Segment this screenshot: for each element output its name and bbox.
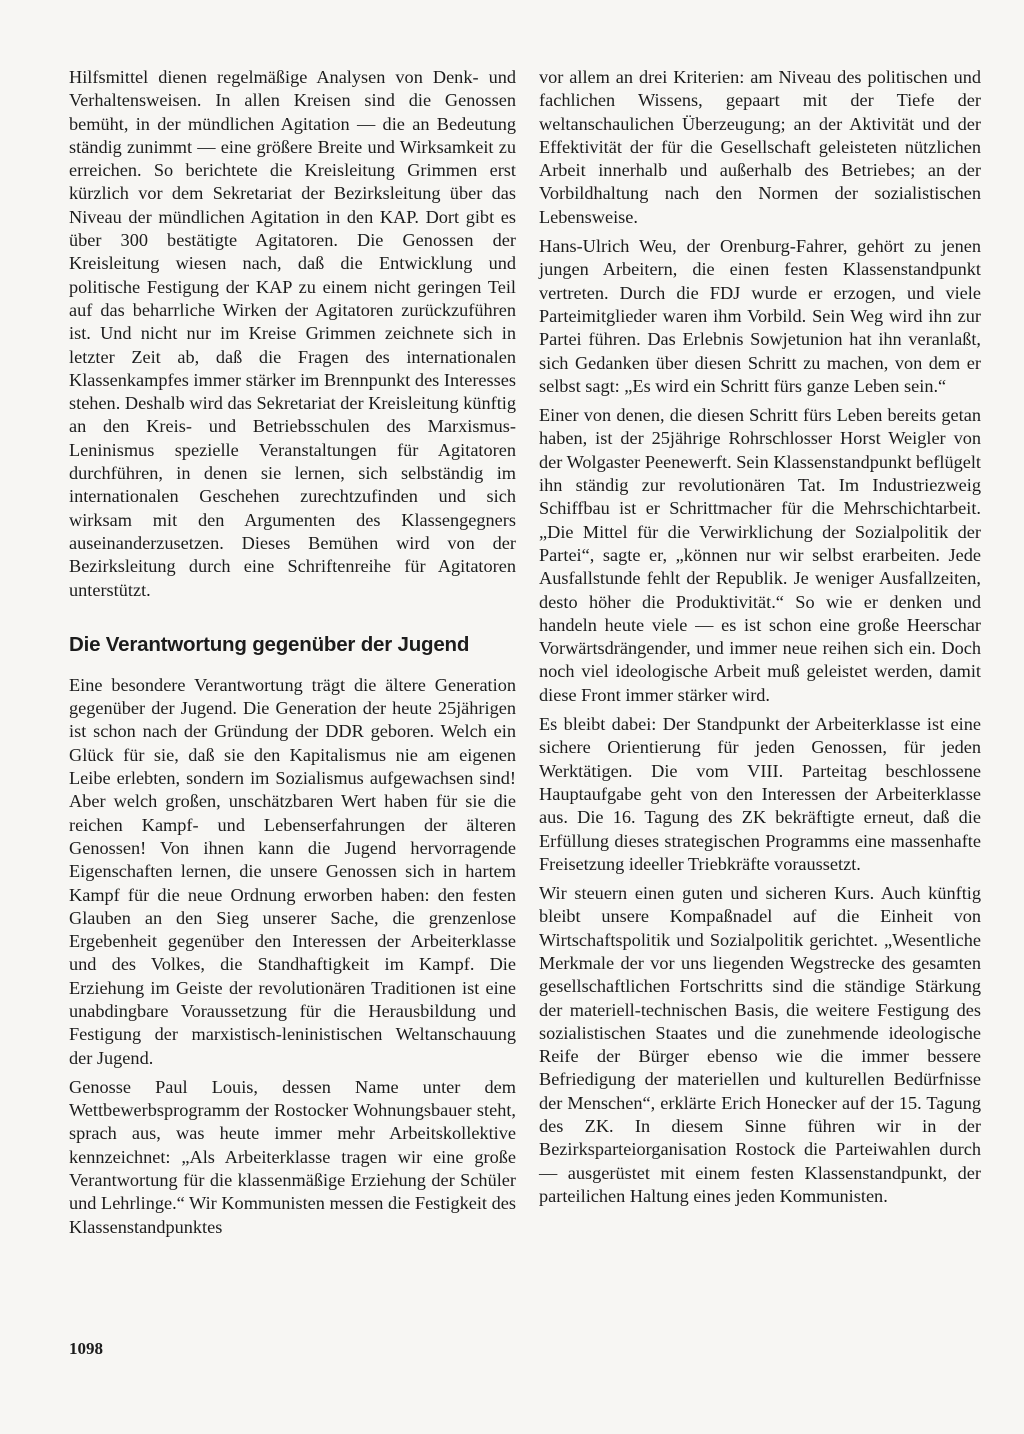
- paragraph-standpoint: Es bleibt dabei: Der Standpunkt der Arbeiterklasse ist eine sichere Orientierung für jeden Genossen, für jeden Werktätigen. Die vom VIII. Parteitag beschlossene Hauptaufgabe geht von den Interessen der Arbeiterklasse aus. Die 16. Tagung des ZK bekräftigte erneut, daß die Erfüllung dieses strategischen Programms eine massenhafte Freisetzung ideeller Triebkräfte voraussetzt.: [539, 714, 981, 874]
- paragraph-agitation: Hilfsmittel dienen regelmäßige Analysen von Denk- und Verhaltensweisen. In allen Kreisen sind die Genossen bemüht, in der mündlichen Agitation — die an Bedeutung ständig zunimmt — eine größere Breite und Wirksamkeit zu erreichen. So berichtete die Kreisleitung Grimmen erst kürzlich vor dem Sekretariat der Bezirksleitung über das Niveau der mündlichen Agitation in den KAP. Dort gibt es über 300 bestätigte Agitatoren. Die Genossen der Kreisleitung wiesen nach, daß die Entwicklung und politische Festigung der KAP zu einem nicht geringen Teil auf das beharrliche Wirken der Agitatoren zurückzuführen ist. Und nicht nur im Kreise Grimmen zeichnete sich in letzter Zeit ab, daß die Fragen des internationalen Klassenkampfes immer stärker im Brennpunkt des Interesses stehen. Deshalb wird das Sekretariat der Kreisleitung künftig an den Kreis- und Betriebsschulen des Marxismus-Leninismus spezielle Veranstaltungen für Agitatoren durchführen, in denen sie lernen, sich selbständig im internationalen Geschehen zurechtzufinden und sich wirksam mit den Argumenten des Klassengegners auseinanderzusetzen. Dieses Bemühen wird von der Bezirksleitung durch eine Schriftenreihe für Agitatoren unterstützt.: [69, 67, 516, 600]
- paragraph-course: Wir steuern einen guten und sicheren Kurs. Auch künftig bleibt unsere Kompaßnadel auf die Einheit von Wirtschaftspolitik und Sozialpolitik gerichtet. „Wesentliche Merkmale der vor uns liegenden Wegstrecke des gesamten gesellschaftlichen Fortschritts sind die ständige Stärkung der materiell-technischen Basis, die weitere Festigung des sozialistischen Staates und die zunehmende ideologische Reife der Bürger ebenso wie die immer bessere Befriedigung der materiellen und kulturellen Bedürfnisse der Menschen“, erklärte Erich Honecker auf der 15. Tagung des ZK. In diesem Sinne führen wir in der Bezirksparteiorganisation Rostock die Parteiwahlen durch — ausgerüstet mit einem festen Klassenstandpunkt, der parteilichen Haltung eines jeden Kommunisten.: [539, 883, 981, 1206]
- paragraph-criteria: vor allem an drei Kriterien: am Niveau des politischen und fachlichen Wissens, gepaart mit der Tiefe der weltanschaulichen Überzeugung; an der Aktivität und der Effektivität der für die Gesellschaft geleisteten nützlichen Arbeit innerhalb und außerhalb des Betriebes; an der Vorbildhaltung nach den Normen der sozialistischen Lebensweise.: [539, 67, 981, 227]
- paragraph-youth-responsibility: Eine besondere Verantwortung trägt die ältere Generation gegenüber der Jugend. Die Generation der heute 25jährigen ist schon nach der Gründung der DDR geboren. Welch ein Glück für sie, daß sie den Kapitalismus nie am eigenen Leibe erlebten, sondern im Sozialismus aufgewachsen sind! Aber welch großen, unschätzbaren Wert haben für sie die reichen Kampf- und Lebenserfahrungen der älteren Genossen! Von ihnen kann die Jugend hervorragende Eigenschaften lernen, die unsere Genossen sich in hartem Kampf für die neue Ordnung erworben haben: den festen Glauben an den Sieg unserer Sache, die grenzenlose Ergebenheit gegenüber den Interessen der Arbeiterklasse und des Volkes, die Standhaftigkeit im Kampf. Die Erziehung im Geiste der revolutionären Traditionen ist eine unabdingbare Voraussetzung für die Herausbildung und Festigung der marxistisch-leninistischen Weltanschauung der Jugend.: [69, 674, 516, 1068]
- paragraph-paul-louis: Genosse Paul Louis, dessen Name unter dem Wettbewerbsprogramm der Rostocker Wohnungsbauer steht, sprach aus, was heute immer mehr Arbeitskollektive kennzeichnet: „Als Arbeiterklasse tragen wir eine große Verantwortung für die klassenmäßige Erziehung der Schüler und Lehrlinge.“ Wir Kommunisten messen die Festigkeit des Klassenstandpunktes: [69, 1076, 516, 1237]
- right-column: [539, 66, 981, 1214]
- paragraph-horst-weigler: Einer von denen, die diesen Schritt fürs Leben bereits getan haben, ist der 25jährige Rohrschlosser Horst Weigler von der Wolgaster Peenewerft. Sein Klassenstandpunkt beflügelt ihn ständig zur revolutionären Tat. Im Industriezweig Schiffbau ist er Schrittmacher für die Mehrschichtarbeit. „Die Mittel für die Verwirklichung der Sozialpolitik der Partei“, sagte er, „können nur wir selbst erarbeiten. Jede Ausfallstunde fehlt der Republik. Je weniger Ausfallzeiten, desto höher die Produktivität.“ So wie er denken und handeln heute viele — es ist schon eine große Heerschar Vorwärtsdrängender, und immer neue reihen sich ein. Doch noch viel ideologische Arbeit muß geleistet werden, damit diese Front immer stärker wird.: [539, 405, 981, 705]
- paragraph-hans-ulrich-weu: Hans-Ulrich Weu, der Orenburg-Fahrer, gehört zu jenen jungen Arbeitern, die einen festen Klassenstandpunkt vertreten. Durch die FDJ wurde er erzogen, und viele Parteimitglieder waren ihm Vorbild. Sein Weg wird ihn zur Partei führen. Das Erlebnis Sowjetunion hat ihn veranlaßt, sich Gedanken über diesen Schritt zu machen, von dem er selbst sagt: „Es wird ein Schritt fürs ganze Leben sein.“: [539, 236, 981, 396]
- section-heading: Die Verantwortung gegenüber der Jugend: [69, 632, 470, 656]
- left-column: [69, 66, 516, 1245]
- page-number: 1098: [69, 1339, 103, 1358]
